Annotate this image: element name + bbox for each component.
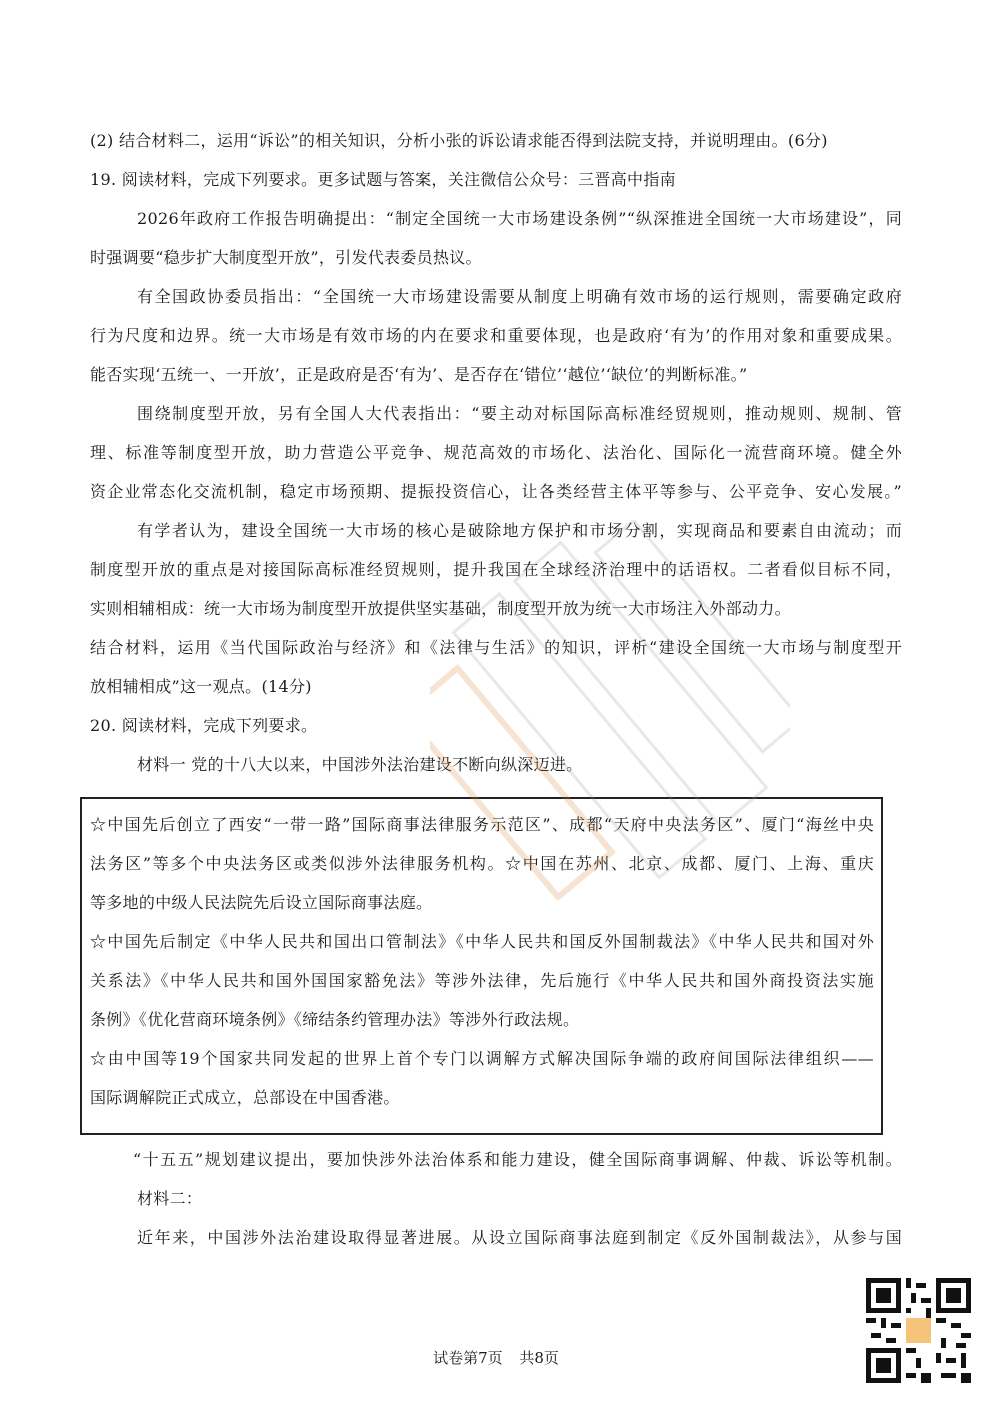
page-footer: [0, 1347, 992, 1369]
q19-p1-line1: 2026年政府工作报告明确提出：“制定全国统一大市场建设条例”“纵深推进全国统一大市场建设”，同: [137, 209, 902, 228]
box-line-8: 国际调解院正式成立，总部设在中国香港。: [90, 1088, 400, 1107]
q19-p3-line2: 理、标准等制度型开放，助力营造公平竞争、规范高效的市场化、法治化、国际化一流营商环境。健全外: [90, 443, 902, 462]
q20-material2-p1: 近年来，中国涉外法治建设取得显著进展。从设立国际商事法庭到制定《反外国制裁法》，从参与国: [137, 1228, 902, 1247]
q19-p4-line3: 实则相辅相成：统一大市场为制度型开放提供坚实基础，制度型开放为统一大市场注入外部动力。: [90, 599, 791, 618]
q19-task-line1: 结合材料，运用《当代国际政治与经济》和《法律与生活》的知识，评析“建设全国统一大市场与制度型开: [90, 638, 902, 657]
q20-after-box: “十五五”规划建议提出，要加快涉外法治体系和能力建设，健全国际商事调解、仲裁、诉讼等机制。: [133, 1150, 902, 1169]
box-line-5: 关系法》《中华人民共和国外国国家豁免法》等涉外法律，先后施行《中华人民共和国外商投资法实施: [90, 971, 874, 990]
box-line-1: ☆中国先后创立了西安“一带一路”国际商事法律服务示范区”、成都“天府中央法务区”、厦门“海丝中央: [90, 815, 874, 834]
q20-material1-intro: 材料一 党的十八大以来，中国涉外法治建设不断向纵深迈进。: [137, 755, 583, 774]
box-line-2: 法务区”等多个中央法务区或类似涉外法律服务机构。☆中国在苏州、北京、成都、厦门、上海、重庆: [90, 854, 874, 873]
q18-sub2: (2) 结合材料二，运用“诉讼”的相关知识，分析小张的诉讼请求能否得到法院支持，并说明理由。(6分): [90, 131, 828, 150]
q20-material2-label: 材料二：: [137, 1189, 203, 1208]
q19-p2-line3: 能否实现‘五统一、一开放’，正是政府是否‘有为’、是否存在‘错位’‘越位’‘缺位’的判断标准。”: [90, 365, 748, 384]
q19-title: 19. 阅读材料，完成下列要求。更多试题与答案，关注微信公众号：三晋高中指南: [90, 170, 676, 189]
q19-p3-line3: 资企业常态化交流机制，稳定市场预期、提振投资信心，让各类经营主体平等参与、公平竞争、安心发展。”: [90, 482, 902, 501]
q19-p2-line2: 行为尺度和边界。统一大市场是有效市场的内在要求和重要体现，也是政府‘有为’的作用对象和重要成果。: [90, 326, 902, 345]
q19-task-line2: 放相辅相成”这一观点。(14分): [90, 677, 312, 696]
box-line-6: 条例》《优化营商环境条例》《缔结条约管理办法》等涉外行政法规。: [90, 1010, 580, 1029]
page-number: 试卷第7页: [433, 1349, 503, 1367]
page-total: 共8页: [519, 1349, 559, 1367]
box-line-3: 等多地的中级人民法院先后设立国际商事法庭。: [90, 893, 433, 912]
box-line-4: ☆中国先后制定《中华人民共和国出口管制法》《中华人民共和国反外国制裁法》《中华人民共和国对外: [90, 932, 874, 951]
q19-p4-line1: 有学者认为，建设全国统一大市场的核心是破除地方保护和市场分割，实现商品和要素自由流动；而: [137, 521, 902, 540]
q19-p4-line2: 制度型开放的重点是对接国际高标准经贸规则，提升我国在全球经济治理中的话语权。二者看似目标不同，: [90, 560, 902, 579]
q20-title: 20. 阅读材料，完成下列要求。: [90, 716, 318, 735]
material1-box: [80, 797, 883, 1135]
q19-p1-line2: 时强调要“稳步扩大制度型开放”，引发代表委员热议。: [90, 248, 482, 267]
box-line-7: ☆由中国等19个国家共同发起的世界上首个专门以调解方式解决国际争端的政府间国际法律组织——: [90, 1049, 874, 1068]
q19-p3-line1: 围绕制度型开放，另有全国人大代表指出：“要主动对标国际高标准经贸规则，推动规则、规制、管: [137, 404, 902, 423]
q19-p2-line1: 有全国政协委员指出：“全国统一大市场建设需要从制度上明确有效市场的运行规则，需要确定政府: [137, 287, 902, 306]
